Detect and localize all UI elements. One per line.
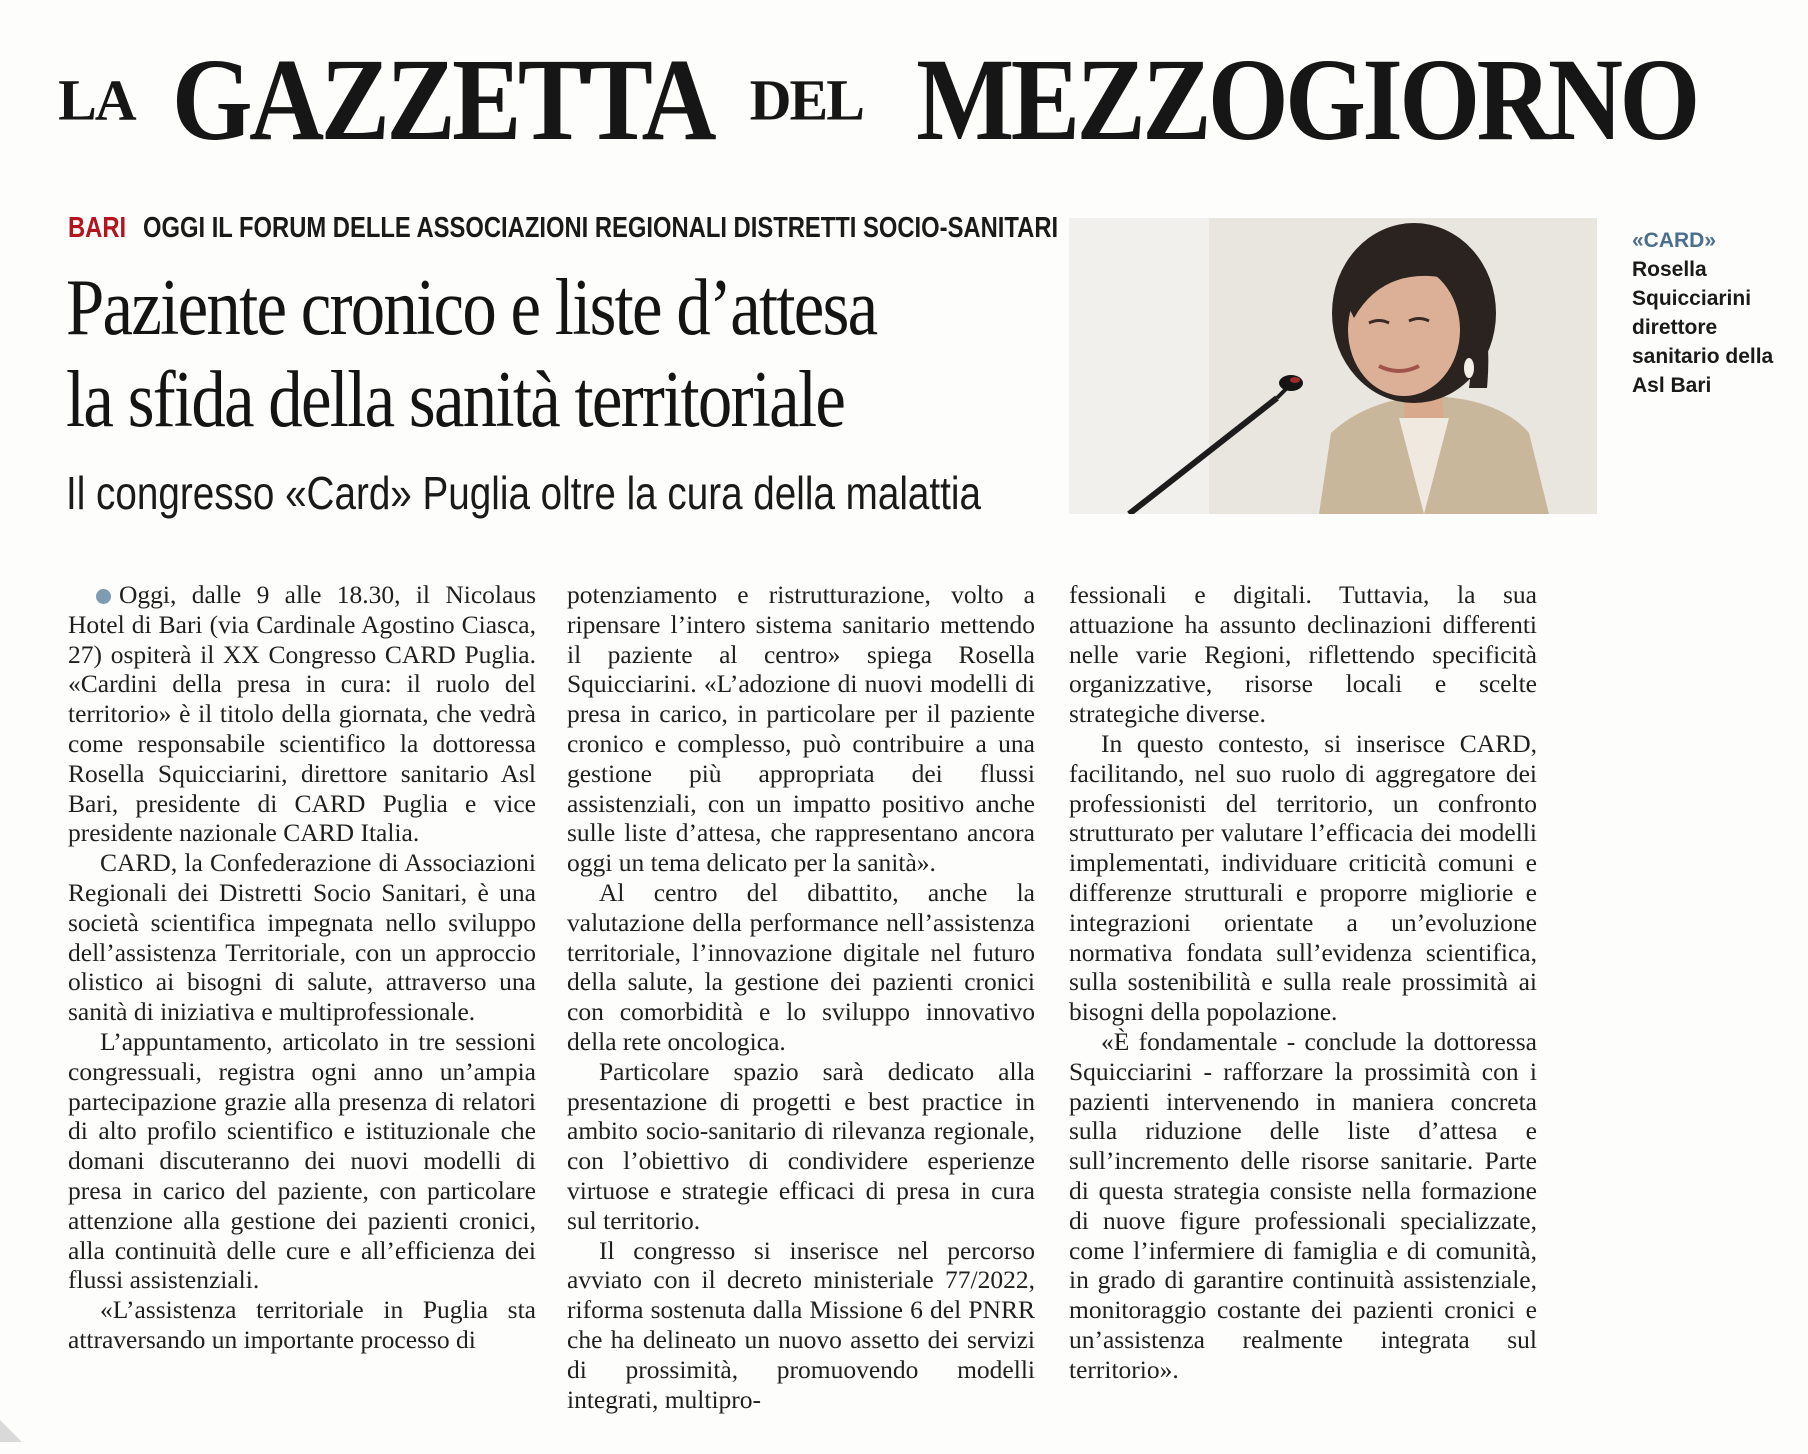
article-column-1 [68,580,536,1355]
paragraph: fessionali e digitali. Tuttavia, la sua attuazione ha assunto declinazioni differenti nelle varie Regioni, riflettendo specificità organizzative, risorse locali e scelte strategiche diverse. [1069,580,1537,729]
newspaper-masthead [0,34,1808,166]
headline-line-1: Paziente cronico e liste d’attesa [66,264,877,352]
article-headline [66,262,1056,446]
article-column-3 [1069,580,1537,1385]
paragraph: CARD, la Confederazione di Associazioni Regionali dei Distretti Socio Sanitari, è una società scientifica impegnata nello sviluppo dell’assistenza Territoriale, con un approccio olistico ai bisogni di salute, attraverso una sanità di iniziativa e multiprofessionale. [68,848,536,1027]
paragraph-text: Oggi, dalle 9 alle 18.30, il Nicolaus Hotel di Bari (via Cardinale Agostino Ciasca, 27) ospiterà il XX Congresso CARD Puglia. «Cardini della presa in cura: il ruolo del territorio» è il titolo della giornata, che vedrà come responsabile scientifico la dottoressa Rosella Squicciarini, direttore sanitario Asl Bari, presidente di CARD Puglia e vice presidente nazionale CARD Italia. [68,580,536,848]
caption-line-5: Asl Bari [1632,374,1712,397]
bullet-dot-icon [96,589,111,604]
masthead-la: LA [58,67,135,133]
kicker-text: OGGI IL FORUM DELLE ASSOCIAZIONI REGIONALI DISTRETTI SOCIO-SANITARI [142,212,1058,244]
paragraph: In questo contesto, si inserisce CARD, facilitando, nel suo ruolo di aggregatore dei professionisti del territorio, un confronto strutturato per valutare l’efficacia dei modelli implementati, individuare criticità comuni e differenze strutturali e proporre migliorie e integrazioni orientate a un’evoluzione normativa fondata sull’evidenza scientifica, sulla sostenibilità e sulla reale prossimità ai bisogni della popolazione. [1069,728,1537,1027]
speaker-photo [1069,218,1597,514]
speaker-photo-illustration [1069,218,1597,514]
masthead-gazzetta: GAZZETTA [171,34,713,166]
paragraph: «L’assistenza territoriale in Puglia sta attraversando un importante processo di [68,1295,536,1354]
caption-label: «CARD» [1632,229,1717,252]
article-subtitle [66,466,1056,520]
paragraph: Il congresso si inserisce nel percorso avviato con il decreto ministeriale 77/2022, riforma sostenuta dalla Missione 6 del PNRR che ha delineato un nuovo assetto dei servizi di prossimità, promuovendo modelli integrati, multipro- [567,1235,1035,1414]
caption-line-4: sanitario della [1632,345,1774,368]
article-kicker [68,212,1058,245]
article-column-2 [567,580,1035,1414]
caption-line-1: Rosella [1632,258,1707,281]
headline-line-2: la sfida della sanità territoriale [66,356,845,444]
paragraph: Al centro del dibattito, anche la valutazione della performance nell’assistenza territoriale, l’innovazione digitale nel futuro della salute, la gestione dei pazienti cronici con comorbidità e lo sviluppo innovativo della rete oncologica. [567,877,1035,1056]
photo-caption [1632,226,1802,400]
paragraph [68,580,536,848]
paragraph: L’appuntamento, articolato in tre sessioni congressuali, registra ogni anno un’ampia partecipazione grazie alla presenza di relatori di alto profilo scientifico e istituzionale che domani discuteranno dei nuovi modelli di presa in carico del paziente, con particolare attenzione alla gestione dei pazienti cronici, alla continuità delle cure e all’efficienza dei flussi assistenziali. [68,1026,536,1295]
subtitle-text: Il congresso «Card» Puglia oltre la cura della malattia [66,467,981,519]
paragraph: «È fondamentale - conclude la dottoressa Squicciarini - rafforzare la prossimità con i pazienti intervenendo in maniera concreta sulla riduzione delle liste d’attesa e sull’incremento delle risorse sanitarie. Parte di questa strategia consiste nella formazione di nuove figure professionali specializzate, come l’infermiere di famiglia e di comunità, in grado di garantire continuità assistenziale, monitoraggio costante dei pazienti cronici e un’assistenza realmente integrata sul territorio». [1069,1026,1537,1384]
paragraph: Particolare spazio sarà dedicato alla presentazione di progetti e best practice in ambito socio-sanitario di rilevanza regionale, con l’obiettivo di condividere esperienze virtuose e strategie efficaci di presa in cura sul territorio. [567,1056,1035,1235]
page-curl-corner [0,1420,22,1442]
caption-line-2: Squicciarini [1632,287,1752,310]
caption-line-3: direttore [1632,316,1718,339]
kicker-place: BARI [68,212,127,244]
masthead-del: DEL [749,67,863,133]
masthead-mezzogiorno: MEZZOGIORNO [916,34,1697,166]
paragraph: potenziamento e ristrutturazione, volto a ripensare l’intero sistema sanitario mettendo il paziente al centro» spiega Rosella Squicciarini. «L’adozione di nuovi modelli di presa in carico, in particolare per il paziente cronico e complesso, può contribuire a una gestione più appropriata dei flussi assistenziali, con un impatto positivo anche sulle liste d’attesa, che rappresentano ancora oggi un tema delicato per la sanità». [567,580,1035,878]
